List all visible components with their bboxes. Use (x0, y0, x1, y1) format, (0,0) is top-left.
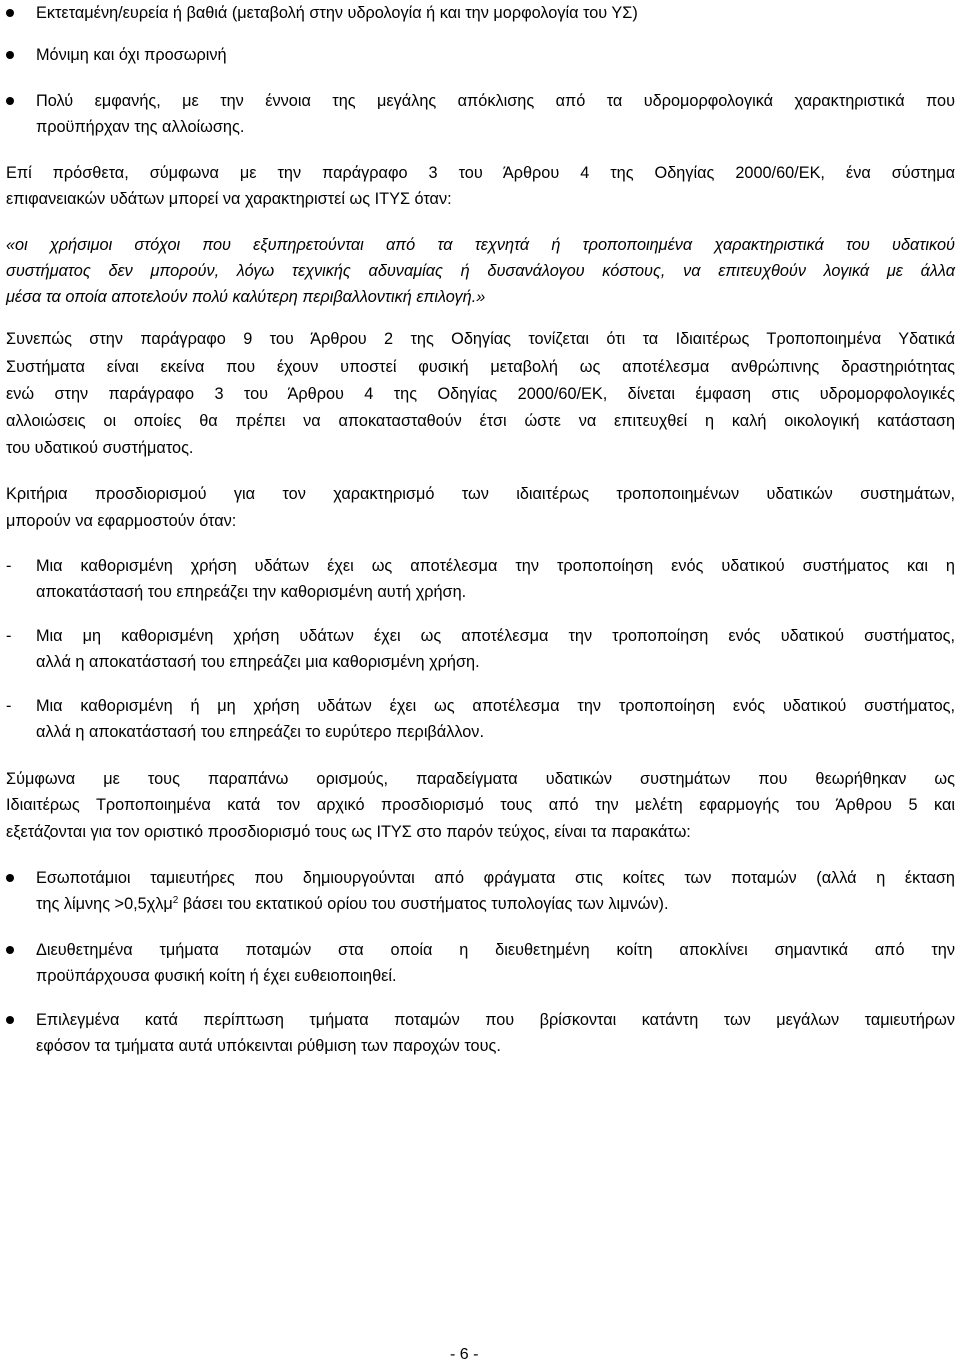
dash-marker: - (6, 697, 12, 715)
paragraph-line: ενώ στην παράγραφο 3 του Άρθρου 4 της Οδηγίας 2000/60/ΕΚ, δίνεται έμφαση στις υδρομορφολογικές (6, 385, 955, 403)
example-item-2-line-2: προϋπάρχουσα φυσική κοίτη ή έχει ευθειοποιηθεί. (36, 967, 397, 985)
example-item-1-text-b: βάσει του εκτατικού ορίου του συστήματος τυπολογίας των λιμνών). (178, 895, 669, 913)
bullet-item-1: Εκτεταμένη/ευρεία ή βαθιά (μεταβολή στην υδρολογία ή και την μορφολογία του ΥΣ) (36, 4, 638, 22)
paragraph-line: Σύμφωνα με τους παραπάνω ορισμούς, παραδείγματα υδατικών συστημάτων που θεωρήθηκαν ως (6, 770, 955, 788)
bullet-item-3-line-1: Πολύ εμφανής, με την έννοια της μεγάλης απόκλισης από τα υδρομορφολογικά χαρακτηριστικά που (36, 92, 955, 110)
paragraph-line: μπορούν να εφαρμοστούν όταν: (6, 512, 237, 530)
example-item-2-line-1: Διευθετημένα τμήματα ποταμών στα οποία η διευθετημένη κοίτη αποκλίνει σημαντικά από την (36, 941, 955, 959)
paragraph-line: Ιδιαιτέρως Τροποποιημένα κατά τον αρχικό προσδιορισμό τους από την μελέτη εφαρμογής του Άρθρου 5 και (6, 796, 955, 814)
example-item-1-line-1: Εσωποτάμιοι ταμιευτήρες που δημιουργούνται από φράγματα στις κοίτες των ποταμών (αλλά η έκταση (36, 869, 955, 887)
paragraph-line: εξετάζονται για τον οριστικό προσδιορισμό τους ως ΙΤΥΣ στο παρόν τεύχος, είναι τα παρακάτω: (6, 823, 691, 841)
bullet-dot-icon (6, 9, 14, 17)
criteria-item-3-line-2: αλλά η αποκατάστασή του επηρεάζει το ευρύτερο περιβάλλον. (36, 723, 484, 741)
bullet-dot-icon (6, 97, 14, 105)
dash-marker: - (6, 627, 12, 645)
superscript: 2 (172, 895, 179, 906)
criteria-item-1-line-1: Μια καθορισμένη χρήση υδάτων έχει ως αποτέλεσμα την τροποποίηση ενός υδατικού συστήματος και η (36, 557, 955, 575)
paragraph-line: Επί πρόσθετα, σύμφωνα με την παράγραφο 3 του Άρθρου 4 της Οδηγίας 2000/60/ΕΚ, ένα σύστημα (6, 164, 955, 182)
bullet-dot-icon (6, 946, 14, 954)
criteria-item-2-line-2: αλλά η αποκατάστασή του επηρεάζει μια καθορισμένη χρήση. (36, 653, 480, 671)
quote-line: «οι χρήσιμοι στόχοι που εξυπηρετούνται από τα τεχνητά ή τροποποιημένα χαρακτηριστικά του υδατικού (6, 236, 955, 254)
criteria-item-2-line-1: Μια μη καθορισμένη χρήση υδάτων έχει ως αποτέλεσμα την τροποποίηση ενός υδατικού συστήματος, (36, 627, 955, 645)
page-number: - 6 - (450, 1346, 479, 1363)
dash-marker: - (6, 557, 12, 575)
example-item-1-text-a: της λίμνης >0,5χλμ (36, 895, 173, 913)
bullet-dot-icon (6, 51, 14, 59)
paragraph-line: Κριτήρια προσδιορισμού για τον χαρακτηρισμό των ιδιαιτέρως τροποποιημένων υδατικών συστημάτων, (6, 485, 955, 503)
bullet-item-3-line-2: προϋπήρχαν της αλλοίωσης. (36, 118, 245, 136)
bullet-dot-icon (6, 1016, 14, 1024)
paragraph-line: Συνεπώς στην παράγραφο 9 του Άρθρου 2 της Οδηγίας τονίζεται ότι τα Ιδιαιτέρως Τροποποιημένα Υδατικά (6, 330, 955, 348)
example-item-3-line-1: Επιλεγμένα κατά περίπτωση τμήματα ποταμών που βρίσκονται κατάντη των μεγάλων ταμιευτήρων (36, 1011, 955, 1029)
criteria-item-3-line-1: Μια καθορισμένη ή μη χρήση υδάτων έχει ως αποτέλεσμα την τροποποίηση ενός υδατικού συστήματος, (36, 697, 955, 715)
example-item-3-line-2: εφόσον τα τμήματα αυτά υπόκεινται ρύθμιση των παροχών τους. (36, 1037, 501, 1055)
quote-line: μέσα τα οποία αποτελούν πολύ καλύτερη περιβαλλοντική επιλογή.» (6, 288, 486, 306)
paragraph-line: του υδατικού συστήματος. (6, 439, 194, 457)
bullet-dot-icon (6, 874, 14, 882)
paragraph-line: επιφανειακών υδάτων μπορεί να χαρακτηριστεί ως ΙΤΥΣ όταν: (6, 190, 452, 208)
example-item-1-line-2 (36, 891, 955, 917)
paragraph-line: αλλοιώσεις οι οποίες θα πρέπει να αποκατασταθούν έτσι ώστε να επιτευχθεί η καλή οικολογική κατάσταση (6, 412, 955, 430)
bullet-item-2: Μόνιμη και όχι προσωρινή (36, 46, 227, 64)
paragraph-line: Συστήματα είναι εκείνα που έχουν υποστεί φυσική μεταβολή ως αποτέλεσμα ανθρώπινης δραστηριότητας (6, 358, 955, 376)
criteria-item-1-line-2: αποκατάστασή του επηρεάζει την καθορισμένη αυτή χρήση. (36, 583, 467, 601)
quote-line: συστήματος δεν μπορούν, λόγω τεχνικής αδυναμίας ή δυσανάλογου κόστους, να επιτευχθούν λογικά με άλλα (6, 262, 955, 280)
